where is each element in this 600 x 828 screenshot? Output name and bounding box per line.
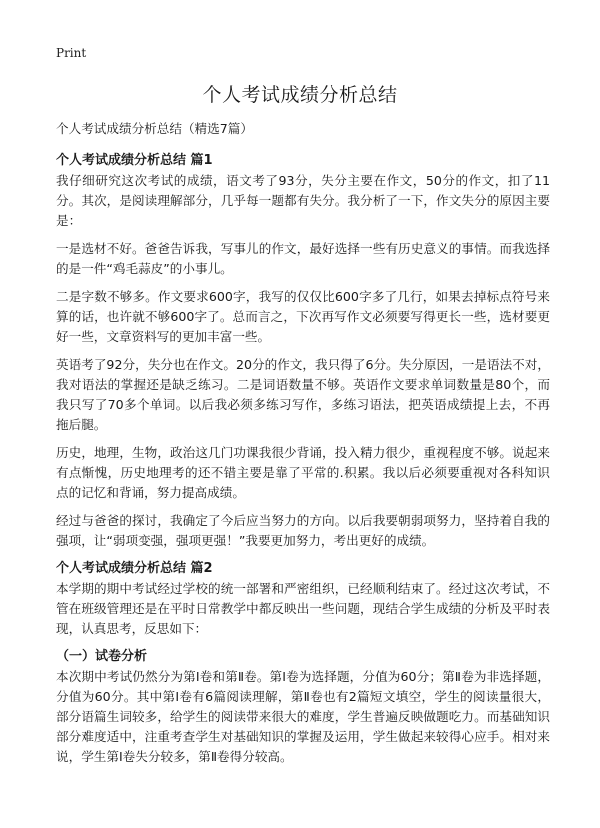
subsection-heading: （一）试卷分析 — [56, 649, 148, 664]
print-link[interactable]: Print — [56, 46, 87, 60]
section-heading: 个人考试成绩分析总结 篇1 — [56, 153, 213, 168]
document-subtitle: 个人考试成绩分析总结（精选7篇） — [56, 121, 253, 136]
paragraph: 本学期的期中考试经过学校的统一部署和严密组织，已经顺利结束了。经过这次考试，不管在班级管理还是在平时日常教学中都反映出一些问题，现结合学生成绩的分析及平时表现，认真思考，反思如下： — [56, 581, 550, 636]
paragraph: 经过与爸爸的探讨，我确定了今后应当努力的方向。以后我要朝弱项努力，坚持着自我的强项，让“弱项变强，强项更强！”我要更加努力，考出更好的成绩。 — [56, 513, 550, 548]
paragraph: 历史，地理，生物，政治这几门功课我很少背诵，投入精力很少，重视程度不够。说起来有点惭愧，历史地理考的还不错主要是靠了平常的.积累。我以后必须要重视对各科知识点的记忆和背诵，努力提高成绩。 — [56, 445, 550, 500]
section-heading: 个人考试成绩分析总结 篇2 — [56, 561, 213, 576]
paragraph: 本次期中考试仍然分为第Ⅰ卷和第Ⅱ卷。第Ⅰ卷为选择题，分值为60分；第Ⅱ卷为非选择题，分值为60分。其中第Ⅰ卷有6篇阅读理解，第Ⅱ卷也有2篇短文填空，学生的阅读量很大，部分语篇生词较多，给学生的阅读带来很大的难度，学生普遍反映做题吃力。而基础知识部分难度适中，注重考查学生对基础知识的掌握及运用，学生做起来较得心应手。相对来说，学生第Ⅰ卷失分较多，第Ⅱ卷得分较高。 — [56, 669, 550, 764]
paragraph: 我仔细研究这次考试的成绩，语文考了93分，失分主要在作文，50分的作文，扣了11分。其次，是阅读理解部分，几乎每一题都有失分。我分析了一下，作文失分的原因主要是： — [56, 173, 550, 228]
paragraph: 二是字数不够多。作文要求600字，我写的仅仅比600字多了几行，如果去掉标点符号来算的话，也许就不够600字了。总而言之，下次再写作文必须要写得更长一些，选材要更好一些，文章资料写的更加丰富一些。 — [56, 289, 550, 344]
document-title: 个人考试成绩分析总结 — [202, 84, 398, 106]
document-body — [56, 119, 550, 775]
paragraph: 一是选材不好。爸爸告诉我，写事儿的作文，最好选择一些有历史意义的事情。而我选择的是一件“鸡毛蒜皮”的小事儿。 — [56, 241, 550, 276]
paragraph: 英语考了92分，失分也在作文。20分的作文，我只得了6分。失分原因，一是语法不对，我对语法的掌握还是缺乏练习。二是词语数量不够。英语作文要求单词数量是80个，而我只写了70多个单词。以后我必须多练习写作，多练习语法，把英语成绩提上去，不再拖后腿。 — [56, 357, 550, 432]
